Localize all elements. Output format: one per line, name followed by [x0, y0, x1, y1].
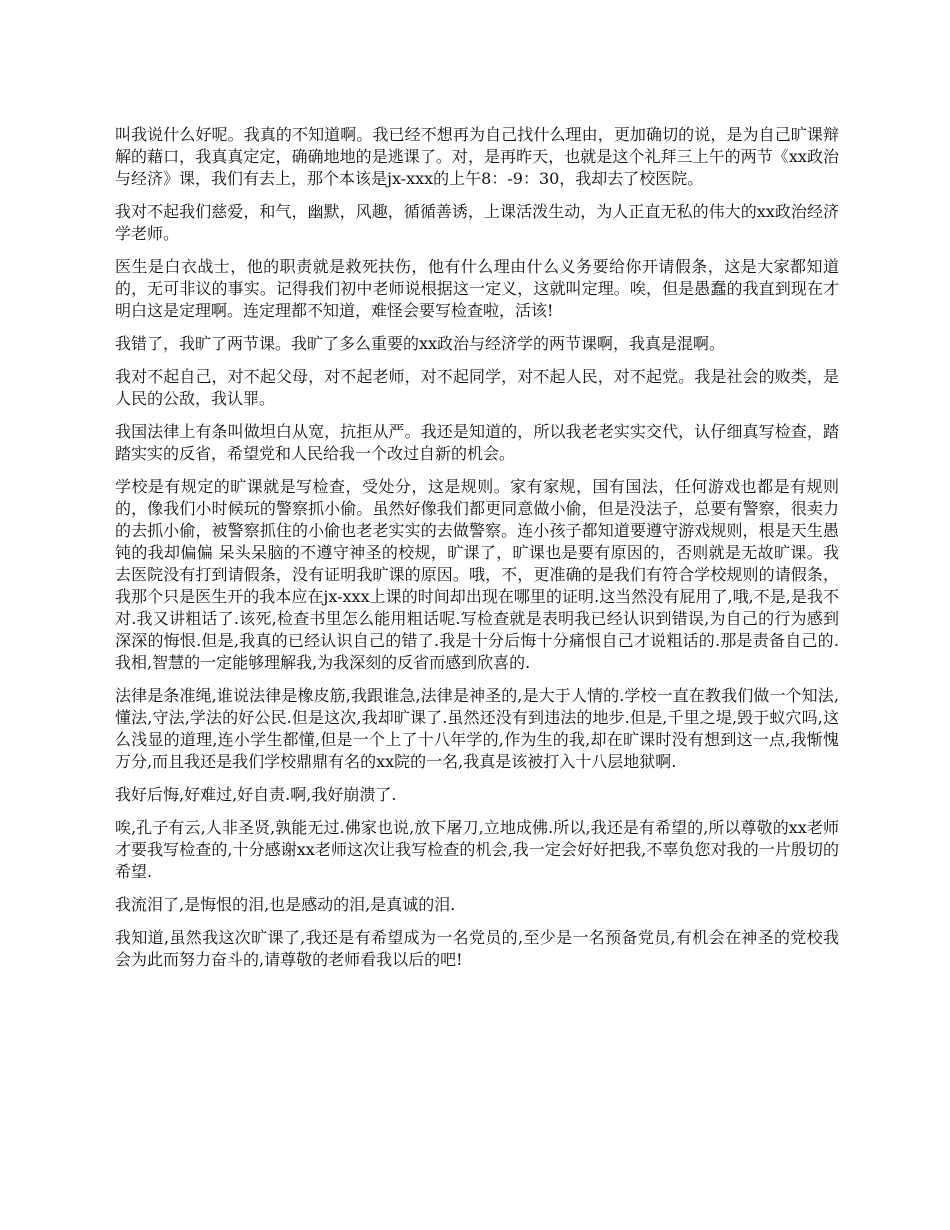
paragraph-1: 叫我说什么好呢。我真的不知道啊。我已经不想再为自己找什么理由，更加确切的说，是为自己旷课辩解的藉口，我真真定定，确确地地的是逃课了。对，是再昨天，也就是这个礼拜三上午的两节《xx政治与经济》课，我们有去上，那个本该是jx-xxx的上午8：-9：30，我却去了校医院。	[115, 125, 839, 188]
paragraph-2: 我对不起我们慈爱，和气，幽默，风趣，循循善诱，上课活泼生动，为人正直无私的伟大的xx政治经济学老师。	[115, 202, 839, 243]
paragraph-10: 唉,孔子有云,人非圣贤,孰能无过.佛家也说,放下屠刀,立地成佛.所以,我还是有希望的,所以尊敬的xx老师才要我写检查的,十分感谢xx老师这次让我写检查的机会,我一定会好好把我,不辜负您对我的一片殷切的希望.	[115, 818, 839, 881]
paragraph-7: 学校是有规定的旷课就是写检查，受处分，这是规则。家有家规，国有国法，任何游戏也都是有规则的，像我们小时候玩的警察抓小偷。虽然好像我们都更同意做小偷，但是没法子，总要有警察，很卖力的去抓小偷，被警察抓住的小偷也老老实实的去做警察。连小孩子都知道要遵守游戏规则，根是天生愚钝的我却偏偏 呆头呆脑的不遵守神圣的校规，旷课了，旷课也是要有原因的，否则就是无故旷课。我去医院没有打到请假条，没有证明我旷课的原因。哦，不，更准确的是我们有符合学校规则的请假条，我那个只是医生开的我本应在jx-xxx上课的时间却出现在哪里的证明.这当然没有屁用了,哦,不是,是我不对.我又讲粗话了.该死,检查书里怎么能用粗话呢.写检查就是表明我已经认识到错误,为自己的行为感到深深的悔恨.但是,我真的已经认识自己的错了.我是十分后悔十分痛恨自己才说粗话的.那是责备自己的.我相,智慧的一定能够理解我,为我深刻的反省而感到欣喜的.	[115, 477, 839, 672]
document-body	[115, 124, 839, 982]
paragraph-11: 我流泪了,是悔恨的泪,也是感动的泪,是真诚的泪.	[115, 895, 456, 914]
paragraph-4: 我错了，我旷了两节课。我旷了多么重要的xx政治与经济学的两节课啊，我真是混啊。	[115, 334, 726, 353]
paragraph-8: 法律是条准绳,谁说法律是橡皮筋,我跟谁急,法律是神圣的,是大于人情的.学校一直在教我们做一个知法,懂法,守法,学法的好公民.但是这次,我却旷课了.虽然还没有到违法的地步.但是,千里之堤,毁于蚁穴吗,这么浅显的道理,连小学生都懂,但是一个上了十八年学的,作为生的我,却在旷课时没有想到这一点,我惭愧万分,而且我还是我们学校鼎鼎有名的xx院的一名,我真是该被打入十八层地狱啊.	[115, 686, 839, 771]
paragraph-6: 我国法律上有条叫做坦白从宽，抗拒从严。我还是知道的，所以我老老实实交代，认仔细真写检查，踏踏实实的反省，希望党和人民给我一个改过自新的机会。	[115, 422, 839, 463]
paragraph-3: 医生是白衣战士，他的职责就是救死扶伤，他有什么理由什么义务要给你开请假条，这是大家都知道的，无可非议的事实。记得我们初中老师说根据这一定义，这就叫定理。唉，但是愚蠢的我直到现在才明白这是定理啊。连定理都不知道，难怪会要写检查啦，活该!	[115, 257, 839, 320]
paragraph-5: 我对不起自己，对不起父母，对不起老师，对不起同学，对不起人民，对不起党。我是社会的败类，是人民的公敌，我认罪。	[115, 367, 839, 408]
paragraph-12: 我知道,虽然我这次旷课了,我还是有希望成为一名党员的,至少是一名预备党员,有机会在神圣的党校我会为此而努力奋斗的,请尊敬的老师看我以后的吧!	[115, 928, 839, 969]
paragraph-9: 我好后悔,好难过,好自责.啊,我好崩溃了.	[115, 785, 397, 804]
